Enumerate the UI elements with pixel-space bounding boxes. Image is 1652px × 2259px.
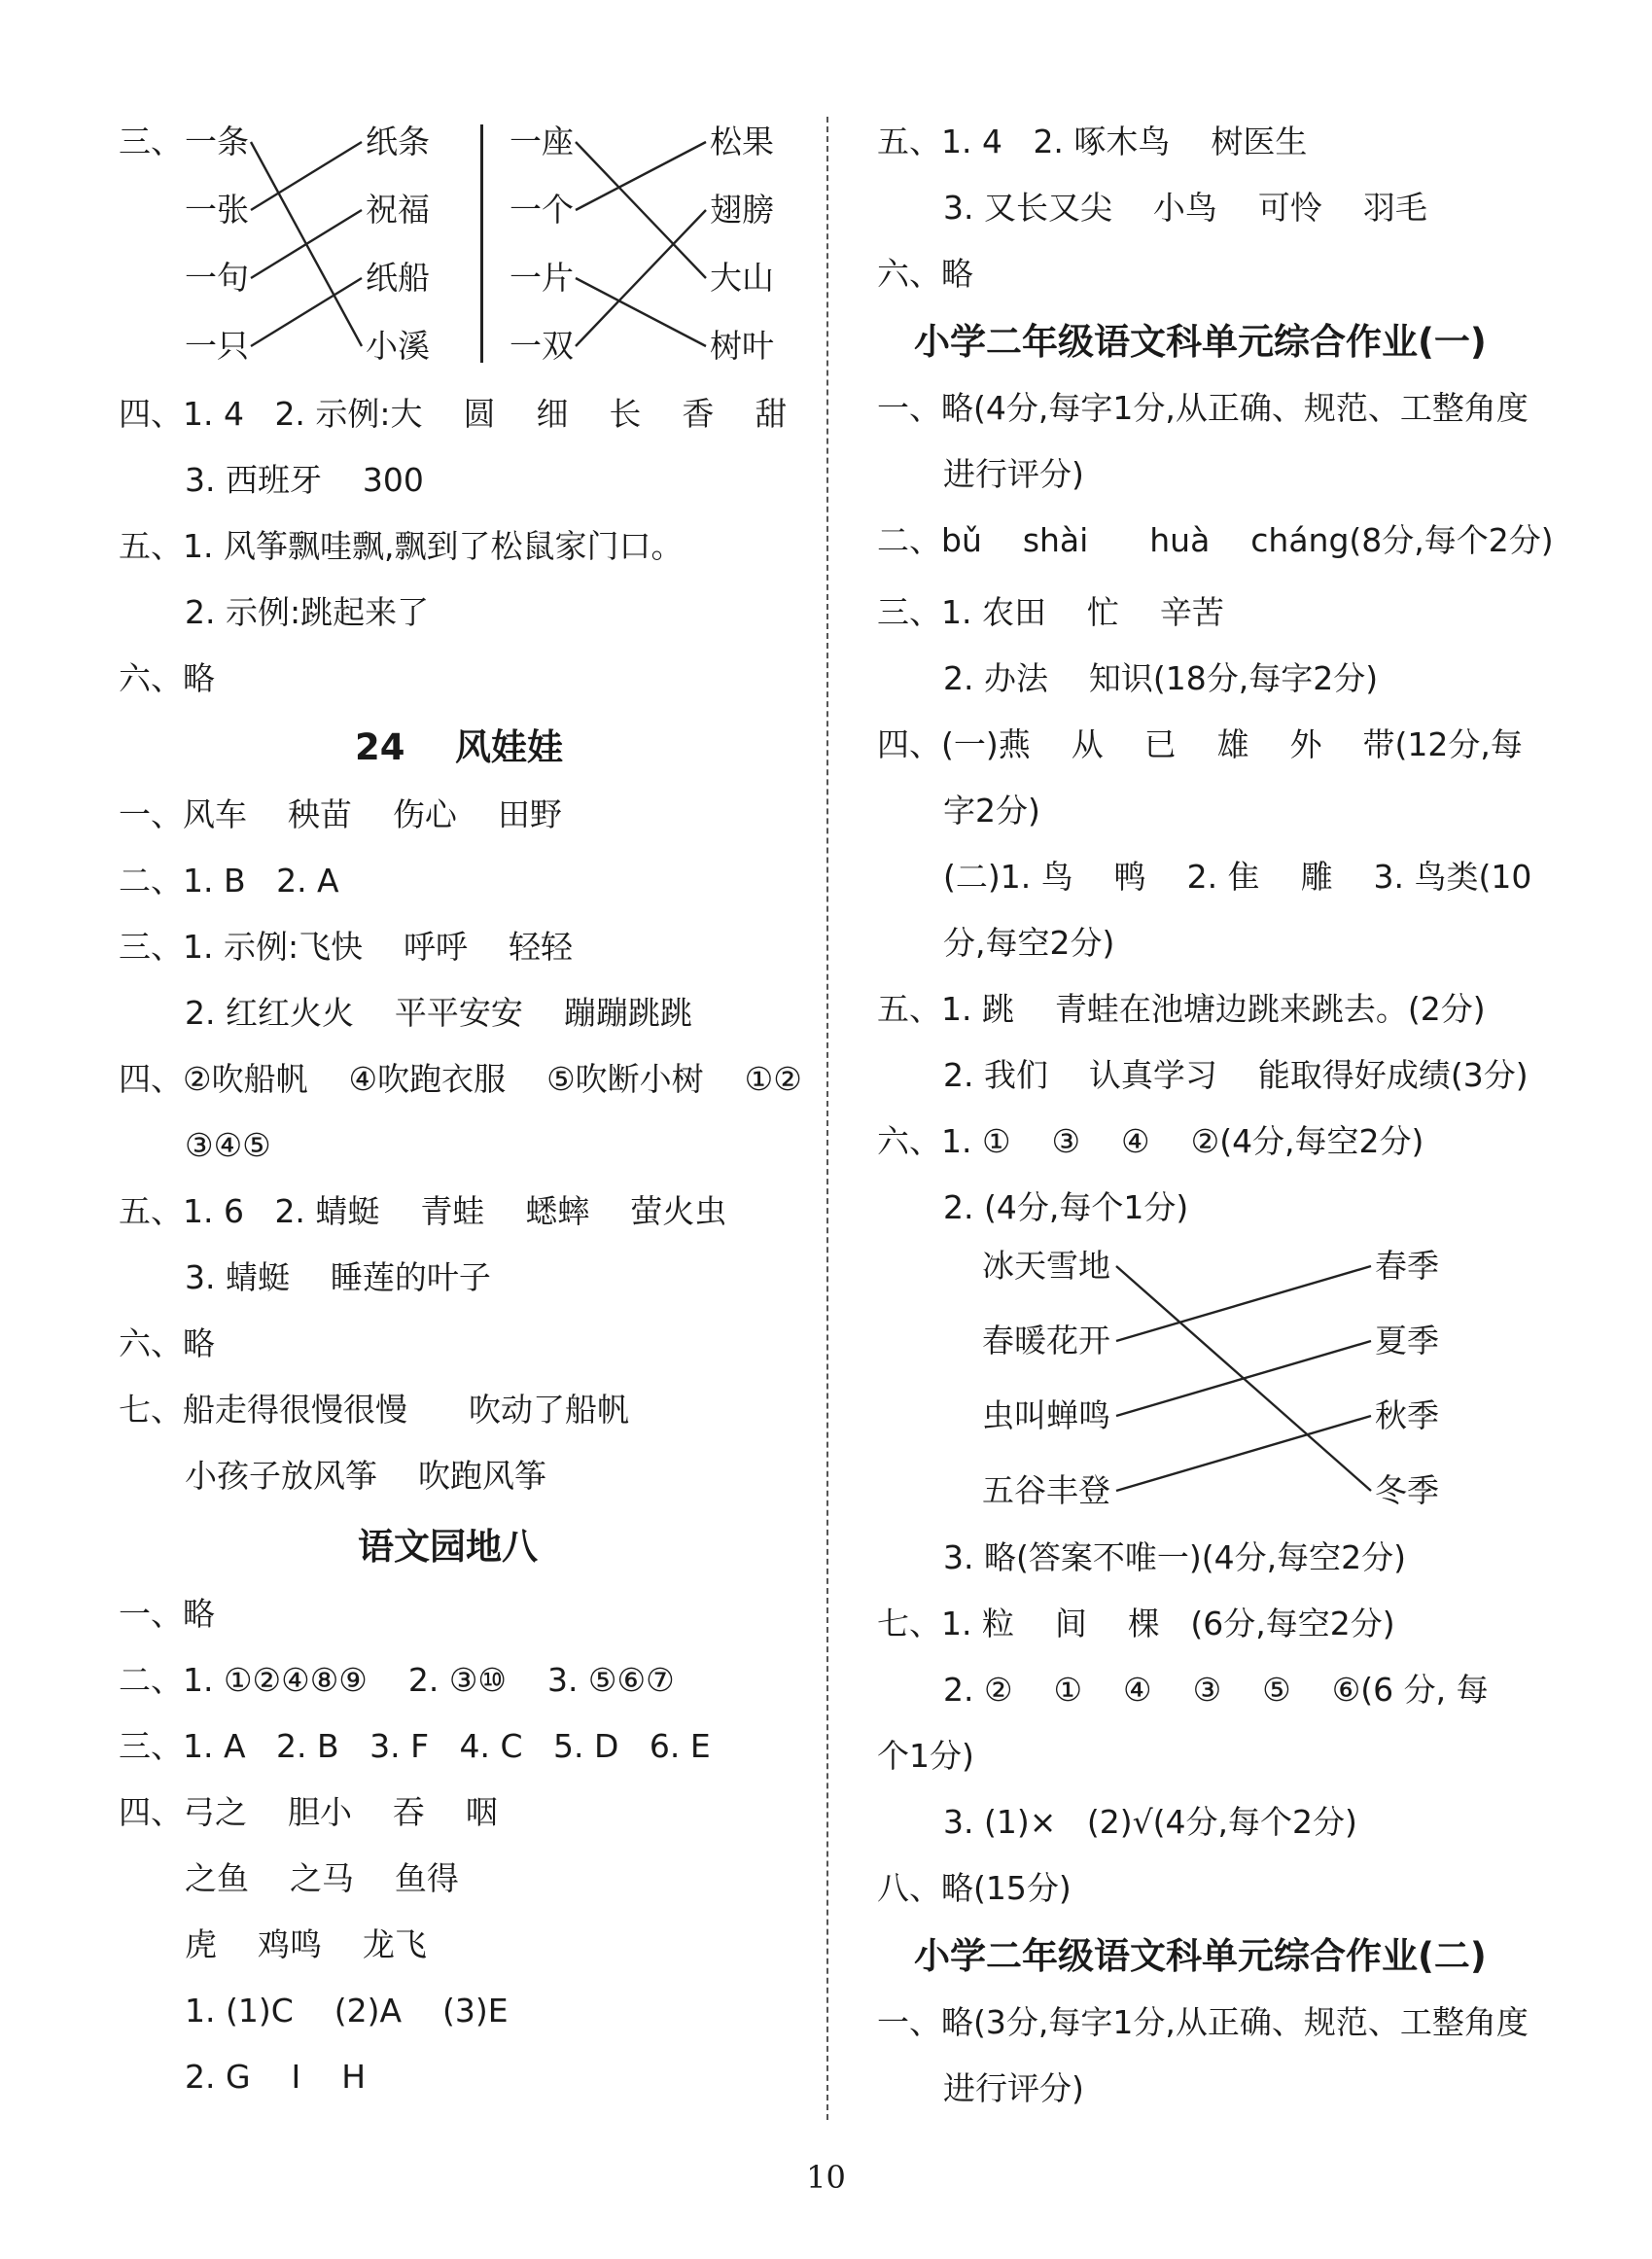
answer-line: 二、1. B 2. A bbox=[119, 862, 339, 900]
answer-line: 六、略 bbox=[877, 255, 973, 293]
answer-line: 六、略 bbox=[119, 659, 215, 697]
matching-left-item: 春暖花开 bbox=[982, 1322, 1110, 1359]
answer-line: 五、1. 4 2. 啄木鸟 树医生 bbox=[877, 123, 1308, 160]
answer-line: 五、1. 跳 青蛙在池塘边跳来跳去。(2分) bbox=[877, 990, 1486, 1028]
matching-right-item: 冬季 bbox=[1375, 1471, 1439, 1509]
matching-right-item: 小溪 bbox=[366, 327, 430, 365]
answer-line: 2. G I H bbox=[185, 2058, 367, 2096]
answer-line: 四、弓之 胆小 吞 咽 bbox=[119, 1793, 498, 1831]
answer-line: (二)1. 鸟 鸭 2. 隹 雕 3. 鸟类(10 bbox=[943, 858, 1532, 896]
answer-line: 四、②吹船帆 ④吹跑衣服 ⑤吹断小树 ①② bbox=[119, 1060, 802, 1098]
matching-left-item: 冰天雪地 bbox=[982, 1247, 1110, 1285]
matching-line bbox=[1116, 1341, 1371, 1416]
answer-line: 字2分) bbox=[943, 792, 1040, 829]
answer-line: 五、1. 6 2. 蜻蜓 青蛙 蟋蟀 萤火虫 bbox=[119, 1192, 727, 1230]
answer-line: 六、略 bbox=[119, 1324, 215, 1362]
matching-right-item: 祝福 bbox=[366, 191, 430, 229]
answer-line: 四、1. 4 2. 示例:大 圆 细 长 香 甜 bbox=[119, 395, 788, 433]
matching-left-item: 一片 bbox=[510, 259, 574, 297]
answer-line: 3. 蜻蜓 睡莲的叶子 bbox=[185, 1258, 491, 1296]
answer-line: 虎 鸡鸣 龙飞 bbox=[185, 1925, 427, 1963]
section-heading: 小学二年级语文科单元综合作业(一) bbox=[914, 321, 1487, 363]
section-heading: 小学二年级语文科单元综合作业(二) bbox=[914, 1935, 1487, 1977]
answer-line: ③④⑤ bbox=[185, 1126, 271, 1164]
answer-line: 2. 我们 认真学习 能取得好成绩(3分) bbox=[943, 1056, 1529, 1094]
answer-line: 一、风车 秧苗 伤心 田野 bbox=[119, 795, 562, 833]
matching-left-item: 虫叫蝉鸣 bbox=[982, 1396, 1110, 1434]
matching-line bbox=[1116, 1416, 1371, 1491]
matching-line bbox=[1116, 1266, 1371, 1341]
answer-line: 3. 又长又尖 小鸟 可怜 羽毛 bbox=[943, 189, 1427, 227]
answer-line: 三、1. A 2. B 3. F 4. C 5. D 6. E bbox=[119, 1727, 711, 1765]
matching-left-item: 一条 bbox=[185, 123, 249, 160]
page-number: 10 bbox=[806, 2159, 846, 2196]
matching-right-item: 大山 bbox=[710, 259, 774, 297]
matching-right-item: 纸条 bbox=[366, 123, 430, 160]
matching-left-item: 五谷丰登 bbox=[982, 1471, 1110, 1509]
answer-line: 七、1. 粒 间 棵 (6分,每空2分) bbox=[877, 1605, 1395, 1642]
section-heading: 语文园地八 bbox=[358, 1526, 538, 1568]
answer-line: 六、1. ① ③ ④ ②(4分,每空2分) bbox=[877, 1122, 1424, 1160]
answer-line: 三、1. 农田 忙 辛苦 bbox=[877, 593, 1224, 631]
answer-line: 一、略(3分,每字1分,从正确、规范、工整角度 bbox=[877, 2003, 1529, 2041]
matching-right-item: 树叶 bbox=[710, 327, 774, 365]
matching-right-item: 春季 bbox=[1375, 1247, 1439, 1285]
matching-right-item: 夏季 bbox=[1375, 1322, 1439, 1359]
answer-line: 一、略 bbox=[119, 1595, 215, 1633]
answer-line: 二、1. ①②④⑧⑨ 2. ③⑩ 3. ⑤⑥⑦ bbox=[119, 1661, 675, 1699]
matching-right-item: 翅膀 bbox=[710, 191, 774, 229]
answer-line: 之鱼 之马 鱼得 bbox=[185, 1859, 459, 1897]
answer-line: 八、略(15分) bbox=[877, 1869, 1072, 1907]
matching-left-item: 一座 bbox=[510, 123, 574, 160]
section-heading: 24 风娃娃 bbox=[355, 726, 564, 768]
answer-line: 七、船走得很慢很慢 吹动了船帆 bbox=[119, 1391, 629, 1429]
matching-right-item: 纸船 bbox=[366, 259, 430, 297]
answer-line: 2. 示例:跳起来了 bbox=[185, 593, 430, 631]
answer-line: 3. 西班牙 300 bbox=[185, 461, 424, 499]
answer-line: 二、bǔ shài huà cháng(8分,每个2分) bbox=[877, 521, 1554, 559]
answer-line: 四、(一)燕 从 已 雄 外 带(12分,每 bbox=[877, 725, 1523, 763]
answer-line: 2. 红红火火 平平安安 蹦蹦跳跳 bbox=[185, 994, 692, 1032]
answer-line: 进行评分) bbox=[943, 455, 1084, 493]
answer-line: 进行评分) bbox=[943, 2069, 1084, 2107]
answer-line: 2. 办法 知识(18分,每字2分) bbox=[943, 659, 1379, 697]
matching-left-item: 一个 bbox=[510, 191, 574, 229]
answer-line: 2. (4分,每个1分) bbox=[943, 1188, 1189, 1226]
matching-right-item: 秋季 bbox=[1375, 1396, 1439, 1434]
answer-line: 小孩子放风筝 吹跑风筝 bbox=[185, 1457, 546, 1495]
answer-line: 分,每空2分) bbox=[943, 924, 1115, 962]
matching-left-item: 一张 bbox=[185, 191, 249, 229]
matching-prefix: 三、 bbox=[119, 123, 183, 160]
matching-right-item: 松果 bbox=[710, 123, 774, 160]
answer-line: 三、1. 示例:飞快 呼呼 轻轻 bbox=[119, 928, 574, 966]
answer-line: 五、1. 风筝飘哇飘,飘到了松鼠家门口。 bbox=[119, 527, 684, 565]
matching-left-item: 一只 bbox=[185, 327, 249, 365]
answer-line: 1. (1)C (2)A (3)E bbox=[185, 1992, 509, 2030]
answer-line: 个1分) bbox=[877, 1737, 974, 1775]
answer-line: 2. ② ① ④ ③ ⑤ ⑥(6 分, 每 bbox=[943, 1671, 1489, 1709]
matching-left-item: 一句 bbox=[185, 259, 249, 297]
answer-line: 一、略(4分,每字1分,从正确、规范、工整角度 bbox=[877, 389, 1529, 427]
answer-line: 3. (1)× (2)√(4分,每个2分) bbox=[943, 1803, 1357, 1841]
answer-line: 3. 略(答案不唯一)(4分,每空2分) bbox=[943, 1538, 1406, 1576]
matching-left-item: 一双 bbox=[510, 327, 574, 365]
